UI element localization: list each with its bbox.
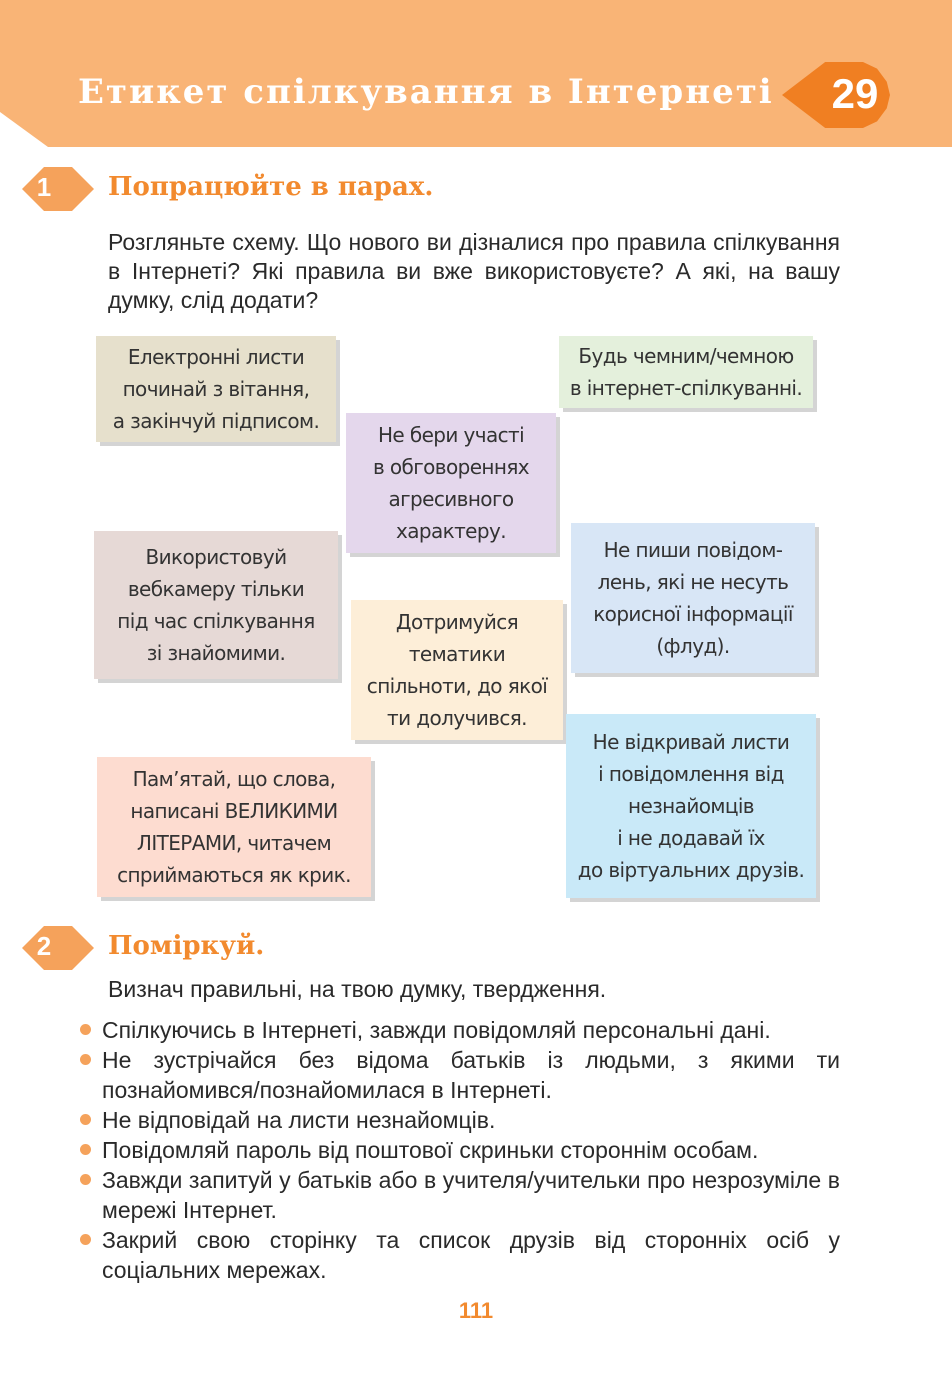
note-text: Дотримуйся тематики спільноти, до якої ти долучився. [366, 610, 548, 730]
note-text: Використовуй вебкамеру тільки під час спілкування зі знайомими. [117, 545, 315, 665]
list-item [78, 1105, 840, 1135]
task-2-title: Поміркуй. [108, 931, 265, 961]
statement-text: Закрий свою сторінку та список друзів від сторонніх осіб у соціальних мережах. [102, 1227, 840, 1283]
lesson-number: 29 [831, 70, 879, 117]
statement-text: Не відповідай на листи незнайомців. [102, 1107, 496, 1133]
note-text: Пам’ятай, що слова, написані ВЕЛИКИМИ ЛІТЕРАМИ, читачем сприймаються як крик. [117, 767, 351, 887]
task-2-number: 2 [36, 931, 52, 961]
bullet-icon [80, 1174, 91, 1185]
bullet-icon [80, 1114, 91, 1125]
task-1-number: 1 [36, 172, 52, 202]
note-webcam-known-only [94, 531, 338, 679]
list-item [78, 1045, 840, 1105]
page-title: Етикет спілкування в Інтернеті [78, 72, 774, 112]
bullet-icon [80, 1024, 91, 1035]
bullet-icon [80, 1234, 91, 1245]
note-be-polite [559, 336, 813, 408]
list-item [78, 1225, 840, 1285]
task-2-intro: Визнач правильні, на твою думку, твердження. [108, 976, 607, 1002]
list-item [78, 1165, 840, 1225]
note-text: Будь чемним/чемною в інтернет-спілкуванні. [569, 344, 803, 400]
note-no-aggressive-discussions [346, 413, 556, 553]
note-follow-topic [351, 600, 563, 740]
bullet-icon [80, 1054, 91, 1065]
task-1-text: Розгляньте схему. Що нового ви дізналися про правила спілкування в Інтернеті? Які правила ви вже використовуєте? А які, на вашу думку, слід додати? [108, 229, 840, 313]
note-strangers-messages [566, 714, 816, 898]
note-text: Електронні листи починай з вітання, а закінчуй підписом. [112, 345, 320, 433]
note-text: Не пиши повідом- лень, які не несуть корисної інформації (флуд). [593, 538, 793, 658]
statement-text: Не зустрічайся без відома батьків із людьми, з якими ти познайомився/познайомилася в Інтернеті. [102, 1047, 840, 1103]
note-text: Не бери участі в обговореннях агресивного характеру. [372, 423, 530, 543]
note-email-greeting [96, 336, 336, 442]
statement-text: Повідомляй пароль від поштової скриньки стороннім особам. [102, 1137, 759, 1163]
list-item [78, 1015, 840, 1045]
task-1-title: Попрацюйте в парах. [108, 172, 434, 202]
list-item [78, 1135, 840, 1165]
statements-list [78, 1015, 840, 1285]
note-caps-lock-shouting [97, 757, 371, 897]
statement-text: Завжди запитуй у батьків або в учителя/учительки про незрозуміле в мережі Інтернет. [102, 1167, 840, 1223]
note-no-flood [571, 523, 815, 673]
statement-text: Спілкуючись в Інтернеті, завжди повідомляй персональні дані. [102, 1017, 771, 1043]
bullet-icon [80, 1144, 91, 1155]
page-number: 111 [458, 1298, 494, 1323]
note-text: Не відкривай листи і повідомлення від незнайомців і не додавай їх до віртуальних друзів. [577, 730, 805, 882]
